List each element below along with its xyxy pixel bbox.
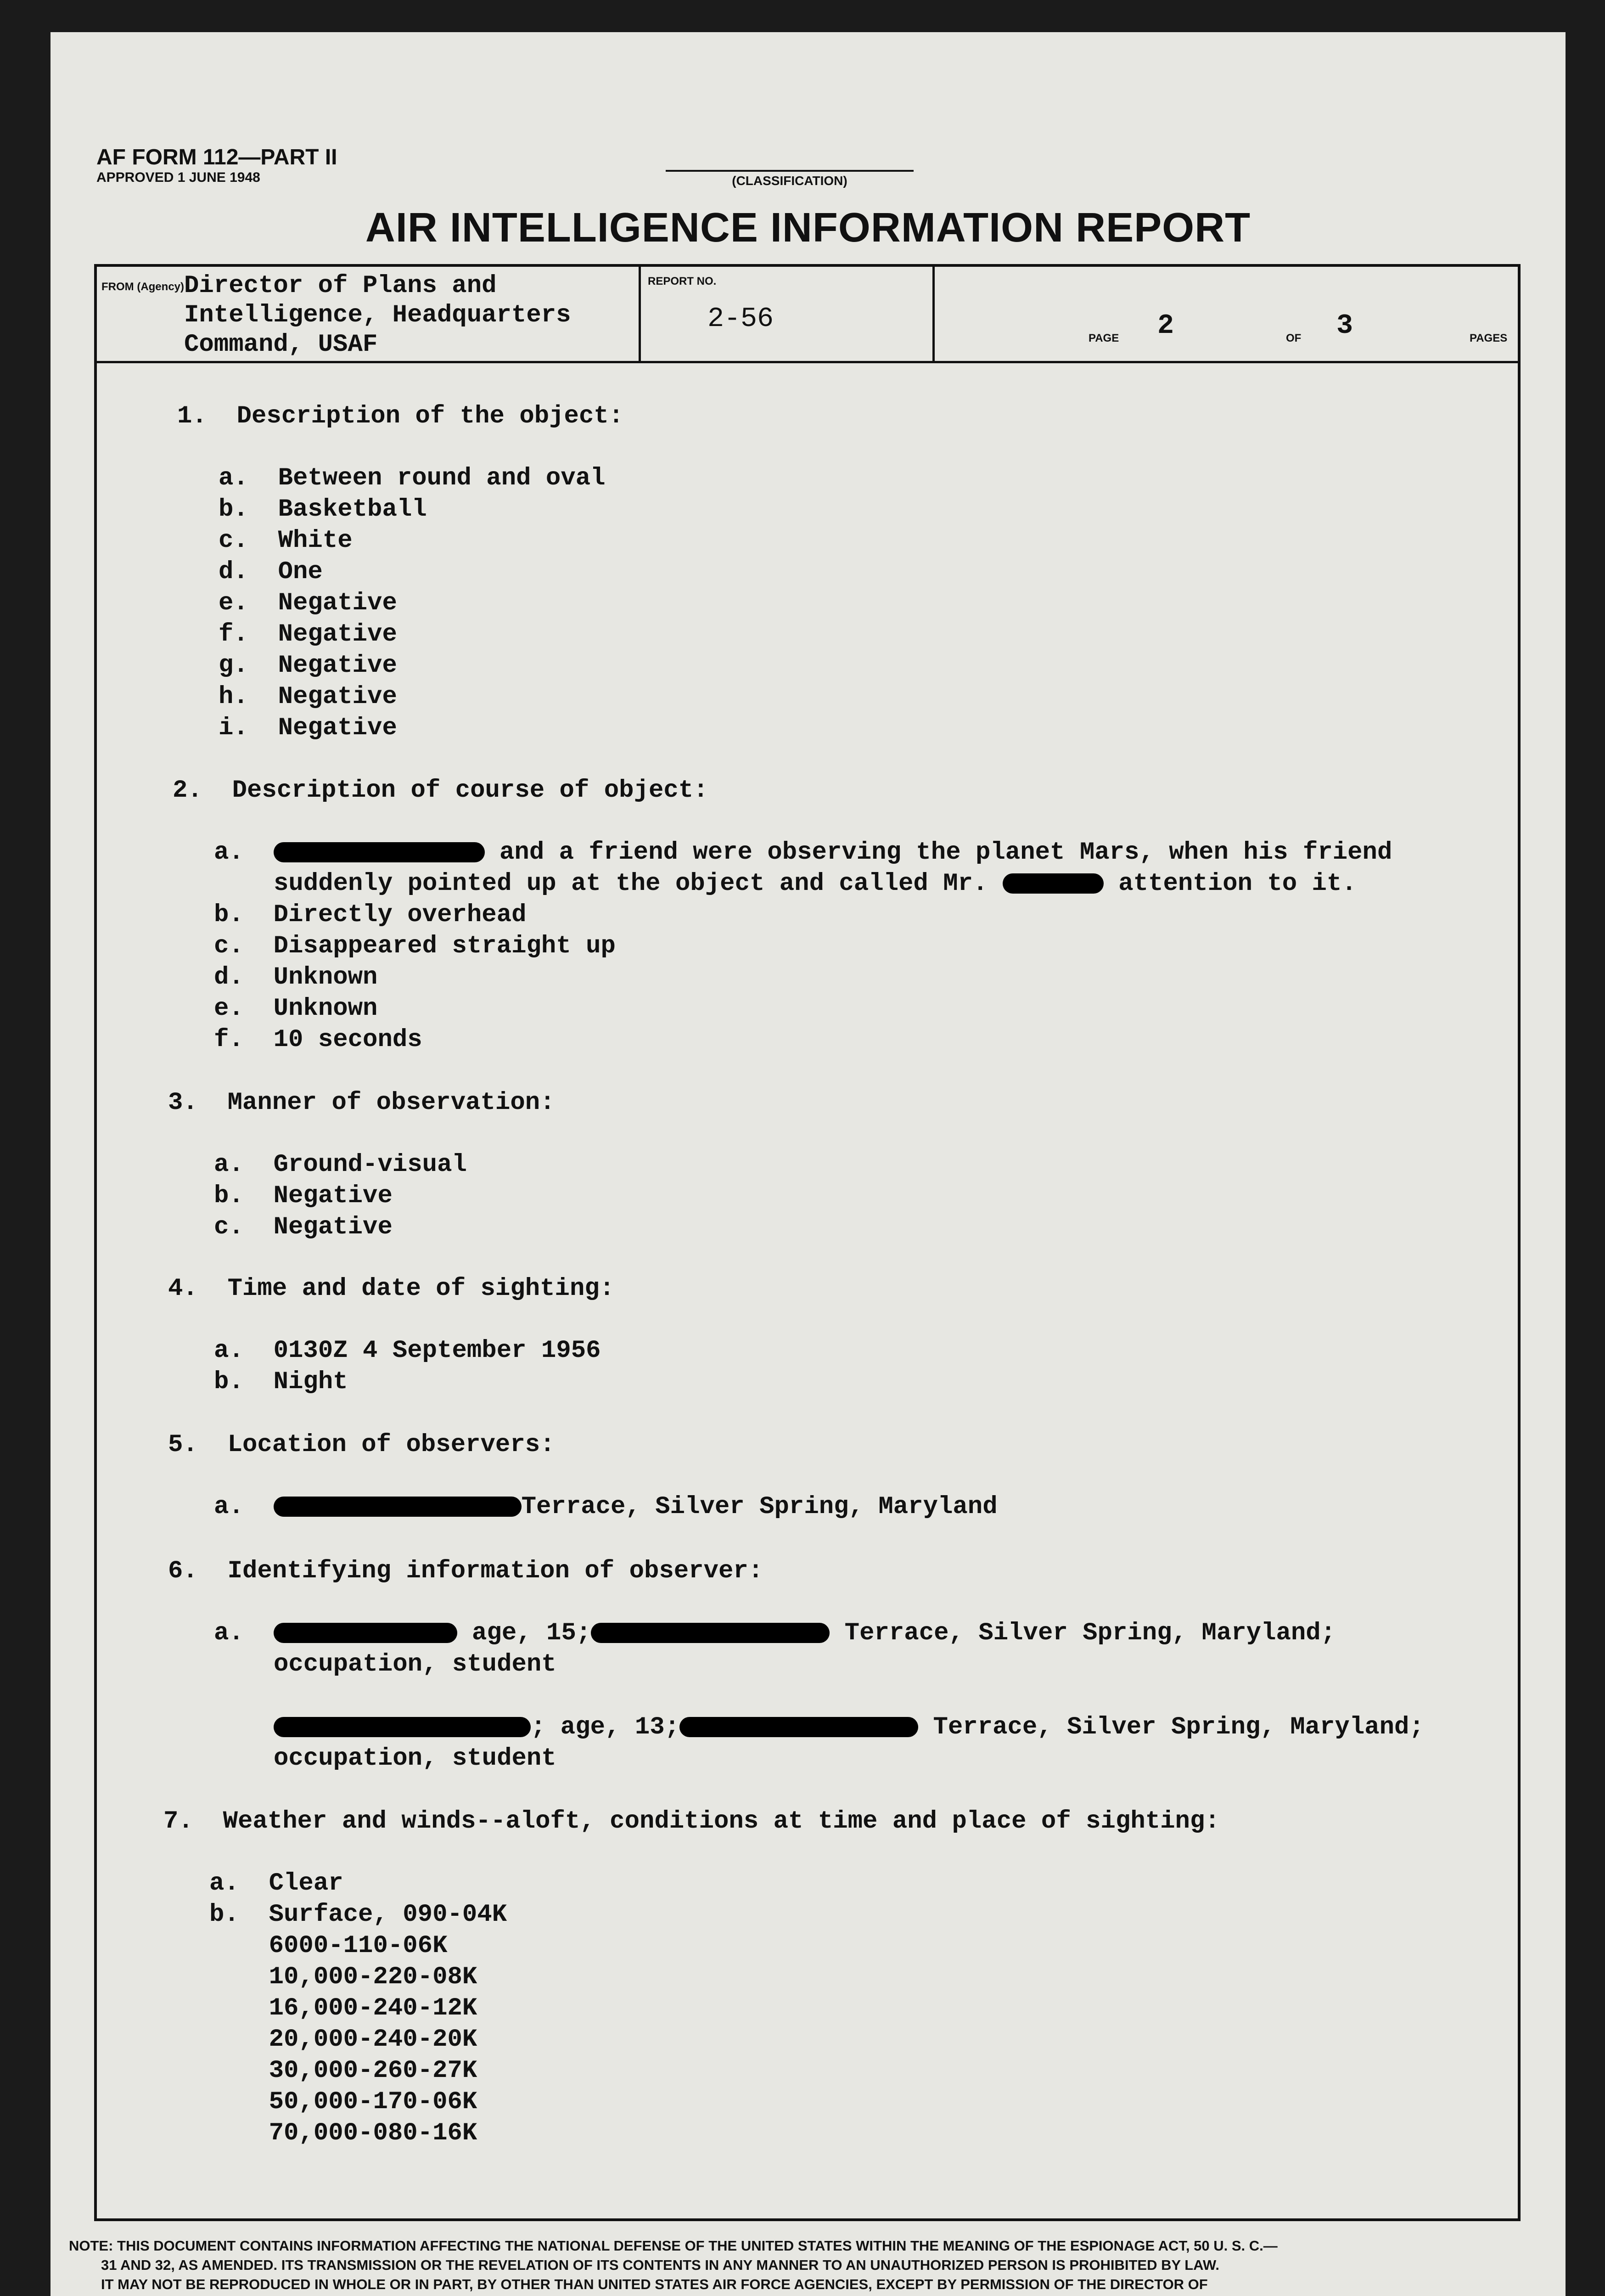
list-item: 10,000-220-08K — [209, 1963, 477, 1991]
section-1-heading: 1. Description of the object: — [177, 402, 624, 430]
espionage-act-notice — [69, 2236, 1561, 2296]
item-text: Terrace, Silver Spring, Maryland; — [918, 1713, 1424, 1741]
item-text: ; age, 13; — [531, 1713, 680, 1741]
list-item: d. One — [219, 558, 323, 586]
pages-label: PAGES — [1470, 332, 1508, 344]
list-item: b. Night — [214, 1368, 348, 1396]
header-bottom-rule — [97, 361, 1518, 363]
list-item: c. Negative — [214, 1213, 393, 1241]
list-item: 70,000-080-16K — [209, 2119, 477, 2147]
section-2-heading: 2. Description of course of object: — [173, 777, 708, 805]
report-title: AIR INTELLIGENCE INFORMATION REPORT — [365, 205, 1251, 251]
list-item: f. 10 seconds — [214, 1026, 422, 1054]
report-form — [94, 264, 1521, 2221]
item-text: suddenly pointed up at the object and called Mr. — [274, 870, 1003, 898]
list-item: e. Negative — [219, 589, 397, 617]
list-item: c. White — [219, 527, 353, 555]
list-item — [214, 1493, 998, 1521]
list-item-continued — [274, 870, 1357, 898]
from-label: FROM (Agency) — [101, 281, 184, 293]
notice-line: IT MAY NOT BE REPRODUCED IN WHOLE OR IN PART, BY OTHER THAN UNITED STATES AIR FORCE AGENCIES, EXCEPT BY PERMISSION OF THE DIRECTOR OF — [101, 2276, 1208, 2292]
list-item: a. Ground-visual — [214, 1151, 467, 1179]
section-6-heading: 6. Identifying information of observer: — [168, 1557, 763, 1585]
section-4-heading: 4. Time and date of sighting: — [168, 1275, 615, 1303]
list-item: g. Negative — [219, 652, 397, 680]
approval-date: APPROVED 1 JUNE 1948 — [96, 170, 260, 185]
redaction-bar — [679, 1717, 918, 1737]
item-text: and a friend were observing the planet Mars, when his friend — [484, 838, 1392, 867]
redaction-bar — [274, 1717, 531, 1737]
item-label: a. — [214, 838, 244, 867]
list-item: a. 0130Z 4 September 1956 — [214, 1337, 601, 1365]
total-pages: 3 — [1336, 310, 1353, 342]
item-text: Terrace, Silver Spring, Maryland; — [830, 1619, 1336, 1647]
from-line: Director of Plans and — [184, 272, 497, 300]
list-item: b. Surface, 090-04K — [209, 1901, 507, 1929]
report-no-label: REPORT NO. — [648, 275, 717, 287]
form-number: AF FORM 112—PART II — [96, 145, 337, 169]
classification-top: (CLASSIFICATION) — [732, 174, 847, 188]
list-item: a. Clear — [209, 1869, 343, 1897]
item-text: age, 15; — [457, 1619, 591, 1647]
redaction-bar — [1003, 873, 1104, 894]
report-number: 2-56 — [707, 304, 774, 335]
redaction-bar — [274, 842, 485, 862]
list-item: d. Unknown — [214, 963, 378, 991]
classification-rule-top — [666, 170, 914, 172]
document-page — [51, 32, 1566, 2296]
redaction-bar — [591, 1623, 830, 1643]
list-item — [214, 1619, 1336, 1647]
notice-line: 31 AND 32, AS AMENDED. ITS TRANSMISSION OR THE REVELATION OF ITS CONTENTS IN ANY MANNER TO AN UNAUTHORIZED PERSON IS PROHIBITED BY LAW. — [101, 2257, 1219, 2273]
item-label: a. — [214, 1619, 244, 1647]
page-number: 2 — [1157, 310, 1174, 342]
list-item: a. Between round and oval — [219, 464, 606, 492]
list-item: b. Negative — [214, 1182, 393, 1210]
redaction-bar — [274, 1623, 457, 1643]
from-line: Command, USAF — [184, 331, 378, 359]
list-item: 6000-110-06K — [209, 1932, 448, 1960]
of-label: OF — [1286, 332, 1302, 344]
list-item: e. Unknown — [214, 995, 378, 1023]
list-item: h. Negative — [219, 683, 397, 711]
header-divider — [639, 267, 641, 361]
redaction-bar — [274, 1497, 522, 1517]
from-line: Intelligence, Headquarters — [184, 301, 571, 329]
list-item: f. Negative — [219, 620, 397, 648]
list-item-continued: occupation, student — [274, 1745, 556, 1773]
section-5-heading: 5. Location of observers: — [168, 1431, 555, 1459]
list-item — [214, 838, 1392, 867]
section-7-heading: 7. Weather and winds--aloft, conditions at time and place of sighting: — [163, 1807, 1220, 1835]
list-item: b. Basketball — [219, 495, 427, 523]
list-item: i. Negative — [219, 714, 397, 742]
header-divider — [932, 267, 935, 361]
list-item: 16,000-240-12K — [209, 1994, 477, 2022]
list-item: b. Directly overhead — [214, 901, 527, 929]
item-label: a. — [214, 1493, 244, 1521]
list-item — [274, 1713, 1424, 1741]
list-item: 20,000-240-20K — [209, 2026, 477, 2054]
notice-line: NOTE: THIS DOCUMENT CONTAINS INFORMATION AFFECTING THE NATIONAL DEFENSE OF THE UNITED STATES WITHIN THE MEANING OF THE ESPIONAGE ACT, 50 U. S. C.— — [69, 2238, 1278, 2254]
list-item: 50,000-170-06K — [209, 2088, 477, 2116]
item-text: Terrace, Silver Spring, Maryland — [521, 1493, 998, 1521]
from-agency — [184, 271, 571, 360]
notice-line — [69, 2294, 1561, 2296]
page-label: PAGE — [1089, 332, 1119, 344]
item-text: attention to it. — [1103, 870, 1357, 898]
list-item-continued: occupation, student — [274, 1650, 556, 1678]
section-3-heading: 3. Manner of observation: — [168, 1089, 555, 1117]
list-item: c. Disappeared straight up — [214, 932, 616, 960]
list-item: 30,000-260-27K — [209, 2057, 477, 2085]
